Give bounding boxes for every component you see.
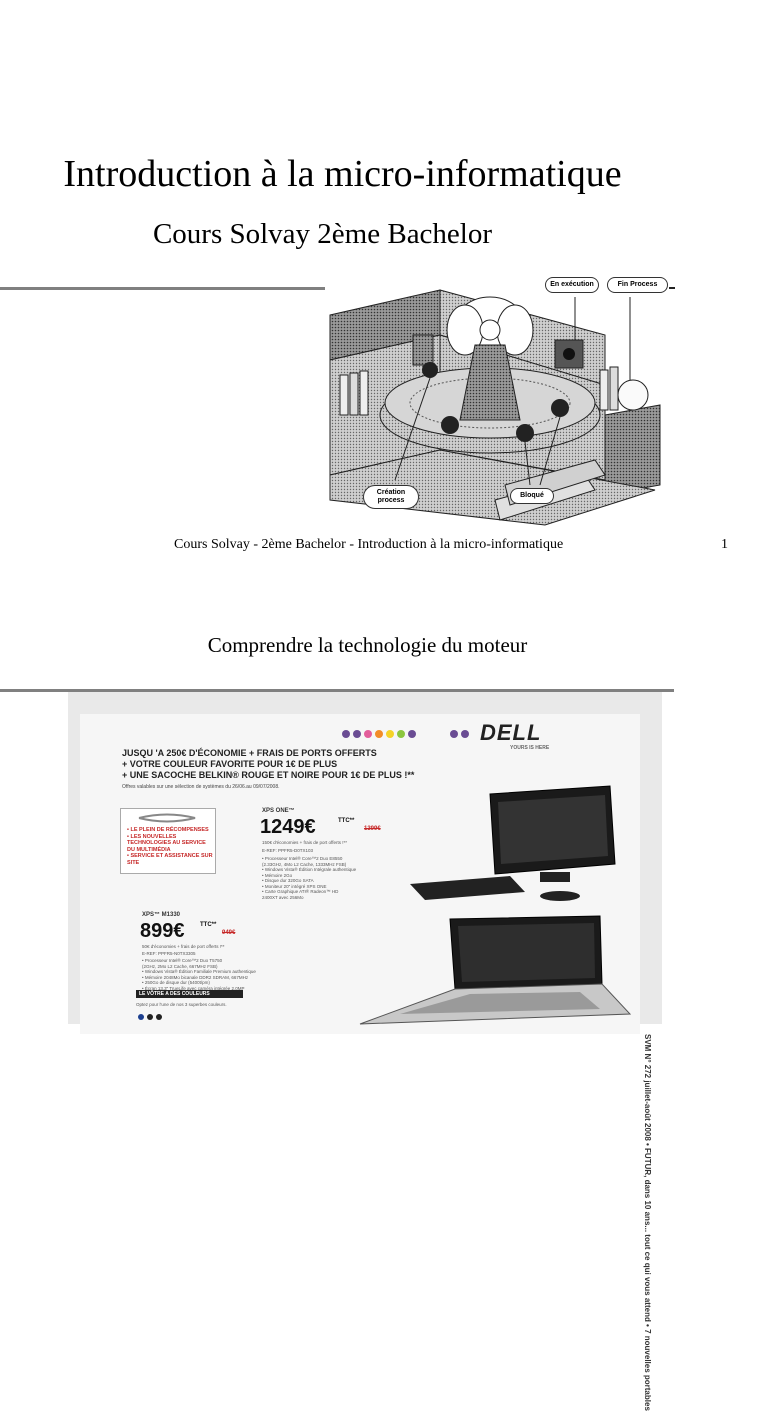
product2-price: 899€ (140, 920, 185, 942)
dell-advertisement-photo (68, 692, 662, 1411)
colors-note: Optez pour l'une de nos 3 superbes couleurs. (136, 1002, 227, 1007)
spec-line: • Mémoire 2Go (262, 872, 293, 878)
headline-line: + VOTRE COULEUR FAVORITE POUR 1€ DE PLUS (122, 759, 338, 769)
spec-line: • Écran 13.3" TrueLife avec caméra intégrée 2.0MP (142, 985, 245, 991)
spec-line: • Carte Graphique ATI® Radeon™ HD (262, 889, 339, 894)
xps-one-computer-image (400, 784, 630, 904)
promo-item: • SERVICE ET ASSISTANCE SUR SITE (127, 853, 213, 866)
headline-line: + UNE SACOCHE BELKIN® ROUGE ET NOIRE POUR 1€ DE PLUS !** (122, 770, 415, 780)
slide-title: Introduction à la micro-informatique (63, 153, 622, 195)
product1-ref: E-REF: PPFR5-D0TX103 (262, 848, 314, 853)
slide-subtitle: Cours Solvay 2ème Bachelor (152, 218, 493, 250)
product2-model: XPS™ M1330 (142, 912, 181, 918)
spec-line: • Moniteur 20" intégré XPS ONE (262, 883, 327, 889)
spec-line: • Mémoire 2048Mo bicanale DDR2 SDRAM, 667MHz (142, 974, 249, 980)
color-dot (342, 730, 350, 738)
color-dot (353, 730, 361, 738)
page-number: 1 (721, 537, 728, 552)
spec-line: • Windows Vista® Édition Intégrale authentique (262, 867, 357, 872)
spec-line: (2.33GHz, 4Mo L2 Cache, 1333MHz FSB) (262, 861, 347, 867)
product2-specs (142, 958, 256, 991)
product2-old-price: 949€ (222, 930, 236, 936)
product1-old-price: 1399€ (364, 826, 381, 832)
xps-m1330-laptop-image (340, 914, 640, 1034)
spec-line: 2400XT avec 256Mo (262, 894, 304, 900)
slide-footer: Cours Solvay - 2ème Bachelor - Introduction à la micro-informatique (174, 537, 564, 552)
ad-headline (122, 748, 414, 781)
offer-note: Offres valables sur une sélection de systèmes du 26/06.au 09/07/2008. (122, 784, 280, 790)
spec-line: • Windows Vista® Édition Familiale Premium authentique (142, 969, 256, 974)
callout-end-process: Fin Process (607, 277, 668, 293)
magazine-spine-text: SVM N° 272 juillet-août 2008 • FUTUR, dans 10 ans... tout ce qui vous attend • 7 nouvelles portables (643, 1034, 652, 1411)
callout-creation-process: Création process (363, 485, 419, 509)
product2-ttc: TTC** (200, 922, 217, 928)
color-dot (461, 730, 469, 738)
color-dot (408, 730, 416, 738)
spec-line: • Processeur Intel® Core™2 Duo E8550 (262, 856, 343, 861)
headline-line: JUSQU 'A 250€ D'ÉCONOMIE + FRAIS DE PORTS OFFERTS (122, 748, 377, 758)
product1-savings: 150€ d'économies + frais de port offerts !** (262, 840, 347, 845)
product2-ref: E-REF: PPFR5-N0TX3305 (142, 951, 196, 956)
product2-savings: 50€ d'économies + frais de port offerts !** (142, 944, 225, 949)
slide2-title: Comprendre la technologie du moteur (207, 633, 528, 657)
callout-blocked: Bloqué (510, 488, 554, 504)
dell-logo: DELL (480, 720, 542, 745)
dell-tagline: YOURS IS HERE (510, 745, 550, 751)
color-dot (386, 730, 394, 738)
color-dot (375, 730, 383, 738)
callout-running: En exécution (545, 277, 599, 293)
title-divider (0, 287, 325, 290)
spec-line: • Processeur Intel® Core™2 Duo T5750 (142, 958, 223, 963)
xps-logo-icon (137, 811, 197, 825)
promo-item: • LE PLEIN DE RÉCOMPENSES (127, 827, 209, 833)
ad-page (80, 714, 652, 1411)
product1-model: XPS ONE™ (262, 808, 295, 814)
process-states-illustration (325, 275, 675, 530)
promo-item: • LES NOUVELLES TECHNOLOGIES AU SERVICE DU MULTIMÉDIA (127, 833, 206, 853)
promo-box (120, 808, 216, 874)
color-dot (450, 730, 458, 738)
color-swatch (147, 1014, 153, 1020)
product1-ttc: TTC** (338, 818, 355, 824)
colors-banner: LE VÔTRE A DES COULEURS (136, 990, 243, 998)
color-dot (364, 730, 372, 738)
color-swatch (156, 1014, 162, 1020)
magazine-spine (646, 734, 666, 1034)
spec-line: • Disque dur 320Go SATA (262, 878, 314, 883)
color-swatch (138, 1014, 144, 1020)
color-dot (397, 730, 405, 738)
product1-specs (262, 856, 356, 900)
spec-line: (2GHz, 2Mo L2 Cache, 667MHz FSB) (142, 963, 218, 969)
product1-price: 1249€ (260, 816, 316, 838)
spec-line: • 250Go de disque dur (5400t/pm) (142, 980, 210, 985)
